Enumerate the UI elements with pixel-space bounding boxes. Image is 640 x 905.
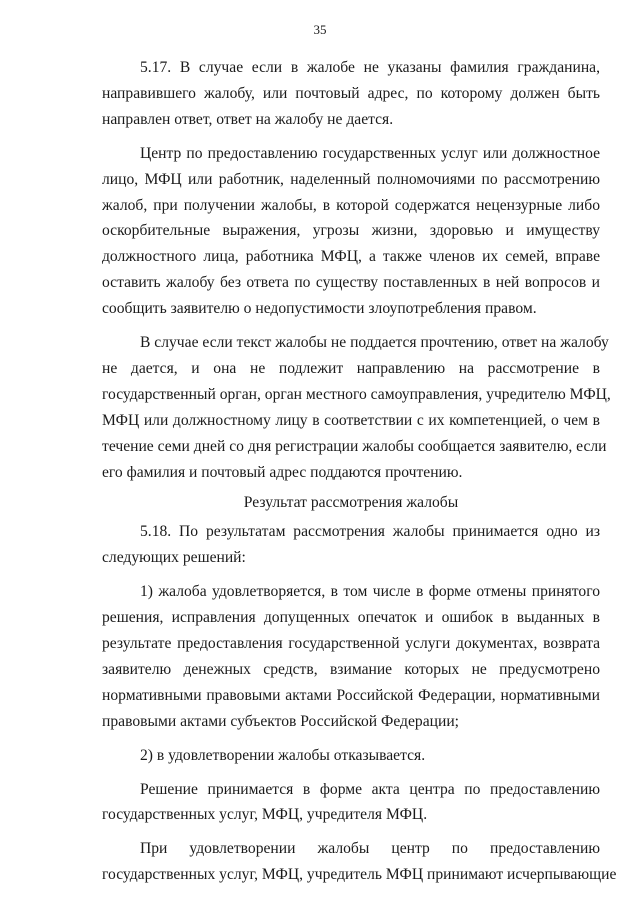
text-line: Решение принимается в форме акта центра по предоставлению (140, 780, 600, 798)
text-line: государственных услуг, МФЦ, учредителя МФЦ. (102, 806, 428, 824)
text-line: государственных услуг, МФЦ, учредитель МФЦ принимают исчерпывающие (102, 866, 617, 884)
paragraph-group-1 (102, 55, 611, 486)
text-line: В случае если текст жалобы не поддается прочтению, ответ на жалобу (140, 334, 609, 352)
paragraph (102, 141, 600, 322)
text-line: правовыми актами субъектов Российской Федерации; (102, 712, 459, 730)
text-line: направлен ответ, ответ на жалобу не дается. (102, 110, 394, 128)
text-line: сообщить заявителю о недопустимости злоупотребления правом. (102, 300, 537, 318)
text-line: нормативными правовыми актами Российской Федерации, нормативными (102, 686, 600, 704)
text-line: оскорбительные выражения, угрозы жизни, здоровью и имуществу (102, 222, 600, 240)
page-number: 35 (313, 22, 327, 37)
paragraph (102, 330, 611, 485)
text-line: государственный орган, орган местного самоуправления, учредителю МФЦ, (102, 385, 611, 403)
paragraph (102, 777, 600, 829)
text-line: лицо, МФЦ или работник, наделенный полномочиями по рассмотрению (102, 170, 600, 188)
paragraph-group-2 (102, 519, 617, 888)
paragraph (102, 836, 617, 888)
text-line: Центр по предоставлению государственных услуг или должностное (140, 144, 600, 162)
paragraph (102, 55, 600, 133)
text-line: следующих решений: (102, 549, 246, 567)
text-line: направившего жалобу, или почтовый адрес, по которому должен быть (102, 84, 600, 102)
text-line: 1) жалоба удовлетворяется, в том числе в форме отмены принятого (140, 583, 600, 601)
text-line: При удовлетворении жалобы центр по предоставлению (140, 840, 600, 858)
text-line: решения, исправления допущенных опечаток и ошибок в выданных в (102, 609, 600, 627)
paragraph (102, 743, 600, 769)
text-line: должностного лица, работника МФЦ, а также членов их семей, вправе (102, 248, 600, 266)
text-line: МФЦ или должностному лицу в соответствии с их компетенцией, о чем в (102, 411, 600, 429)
text-line: жалоб, при получении жалобы, в которой содержатся нецензурные либо (102, 196, 600, 214)
text-line: 5.18. По результатам рассмотрения жалобы принимается одно из (140, 523, 600, 541)
text-line: оставить жалобу без ответа по существу поставленных в ней вопросов и (102, 274, 600, 292)
text-line: его фамилия и почтовый адрес поддаются прочтению. (102, 463, 463, 481)
text-line: заявителю денежных средств, взимание которых не предусмотрено (102, 660, 600, 678)
text-line: 2) в удовлетворении жалобы отказывается. (140, 746, 426, 764)
section-heading: Результат рассмотрения жалобы (243, 493, 459, 511)
document-body (102, 55, 617, 896)
paragraph (102, 579, 600, 734)
text-line: результате предоставления государственной услуги документах, возврата (102, 635, 600, 653)
text-line: 5.17. В случае если в жалобе не указаны фамилия гражданина, (140, 59, 600, 76)
text-line: течение семи дней со дня регистрации жалобы сообщается заявителю, если (102, 437, 607, 455)
paragraph (102, 519, 600, 571)
text-line: не дается, и она не подлежит направлению на рассмотрение в (102, 359, 600, 377)
